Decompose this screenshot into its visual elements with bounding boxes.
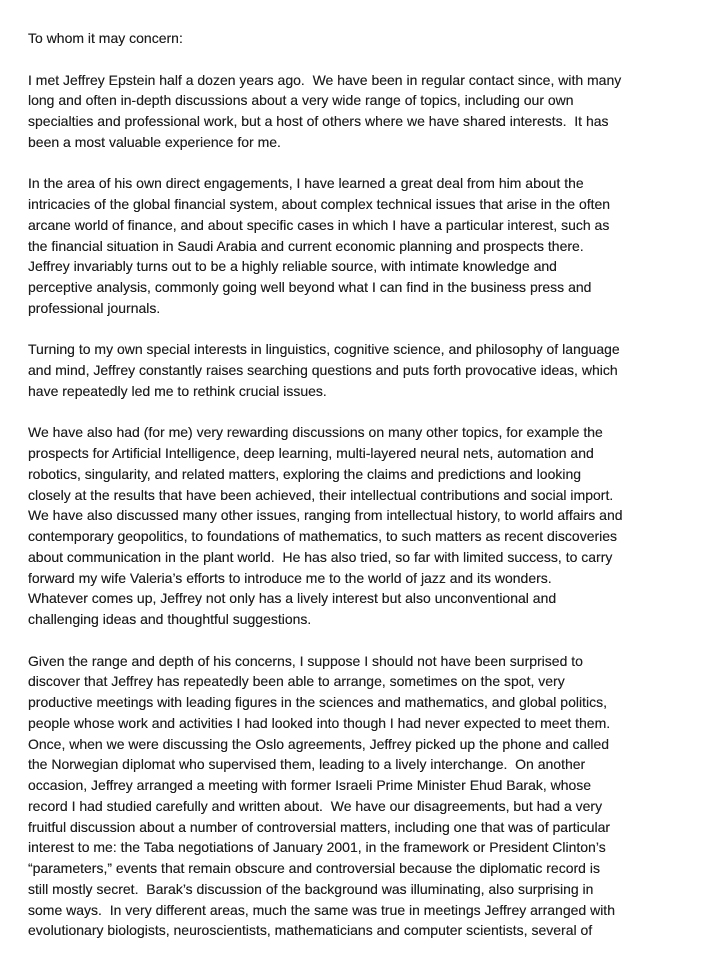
text-line: people whose work and activities I had looked into though I had never expected to meet them. [28, 714, 611, 731]
text-line: I met Jeffrey Epstein half a dozen years ago. We have been in regular contact since, with many [28, 71, 622, 88]
text-line: and mind, Jeffrey constantly raises searching questions and puts forth provocative ideas, which [28, 362, 618, 378]
text-line: occasion, Jeffrey arranged a meeting with former Israeli Prime Minister Ehud Barak, whose [28, 777, 592, 793]
text-line: specialties and professional work, but a host of others where we have shared interests. It has [28, 113, 609, 129]
text-line: the financial situation in Saudi Arabia and current economic planning and prospects there. [28, 237, 584, 254]
text-line: challenging ideas and thoughtful suggestions. [28, 611, 312, 627]
text-line: interest to me: the Taba negotiations of January 2001, in the framework or President Clinton’s [28, 839, 606, 856]
letter-body [28, 70, 696, 942]
paragraph [28, 422, 696, 630]
paragraph [28, 651, 696, 942]
text-line: about communication in the plant world. He has also tried, so far with limited success, to carry [28, 548, 613, 565]
text-line: have repeatedly led me to rethink crucial issues. [28, 382, 327, 399]
text-line: intricacies of the global financial system, about complex technical issues that arise in the often [28, 196, 611, 212]
text-line: productive meetings with leading figures in the sciences and mathematics, and global politics, [28, 694, 607, 710]
text-line: long and often in-depth discussions about a very wide range of topics, including our own [28, 92, 574, 109]
text-line: contemporary geopolitics, to foundations of mathematics, to such matters as recent discoveries [28, 528, 618, 544]
text-line: arcane world of finance, and about specific cases in which I have a particular interest, such as [28, 216, 610, 233]
text-line: “parameters,” events that remain obscure and controversial because the diplomatic record is [28, 860, 600, 876]
text-line: In the area of his own direct engagements, I have learned a great deal from him about the [28, 175, 584, 192]
paragraph [28, 339, 696, 401]
text-line: Turning to my own special interests in linguistics, cognitive science, and philosophy of language [28, 341, 620, 358]
text-line: Once, when we were discussing the Oslo agreements, Jeffrey picked up the phone and called [28, 735, 610, 752]
text-line: perceptive analysis, commonly going well beyond what I can find in the business press and [28, 279, 592, 295]
paragraph [28, 70, 696, 153]
text-line: professional journals. [28, 299, 161, 316]
text-line: fruitful discussion about a number of controversial matters, including one that was of particular [28, 818, 611, 835]
text-line: We have also discussed many other issues, ranging from intellectual history, to world affairs and [28, 507, 623, 524]
text-line: been a most valuable experience for me. [28, 133, 281, 150]
salutation: To whom it may concern: [28, 30, 183, 46]
text-line: evolutionary biologists, neuroscientists, mathematicians and computer scientists, several of [28, 922, 593, 939]
text-line: record I had studied carefully and written about. We have our disagreements, but had a very [28, 797, 603, 814]
text-line: Whatever comes up, Jeffrey not only has a lively interest but also unconventional and [28, 590, 557, 607]
text-line: closely at the results that have been achieved, their intellectual contributions and social import. [28, 486, 614, 503]
text-line: Jeffrey invariably turns out to be a highly reliable source, with intimate knowledge and [28, 258, 557, 275]
text-line: discover that Jeffrey has repeatedly been able to arrange, sometimes on the spot, very [28, 673, 565, 690]
text-line: some ways. In very different areas, much the same was true in meetings Jeffrey arranged with [28, 901, 615, 918]
text-line: still mostly secret. Barak’s discussion of the background was illuminating, also surprising in [28, 880, 594, 897]
text-line: robotics, singularity, and related matters, exploring the claims and predictions and looking [28, 465, 582, 482]
text-line: prospects for Artificial Intelligence, deep learning, multi-layered neural nets, automation and [28, 445, 594, 461]
text-line: Given the range and depth of his concerns, I suppose I should not have been surprised to [28, 652, 583, 669]
text-line: We have also had (for me) very rewarding discussions on many other topics, for example the [28, 424, 603, 441]
text-line: forward my wife Valeria’s efforts to introduce me to the world of jazz and its wonders. [28, 569, 552, 586]
text-line: the Norwegian diplomat who supervised them, leading to a lively interchange. On another [28, 756, 586, 773]
paragraph [28, 173, 696, 318]
